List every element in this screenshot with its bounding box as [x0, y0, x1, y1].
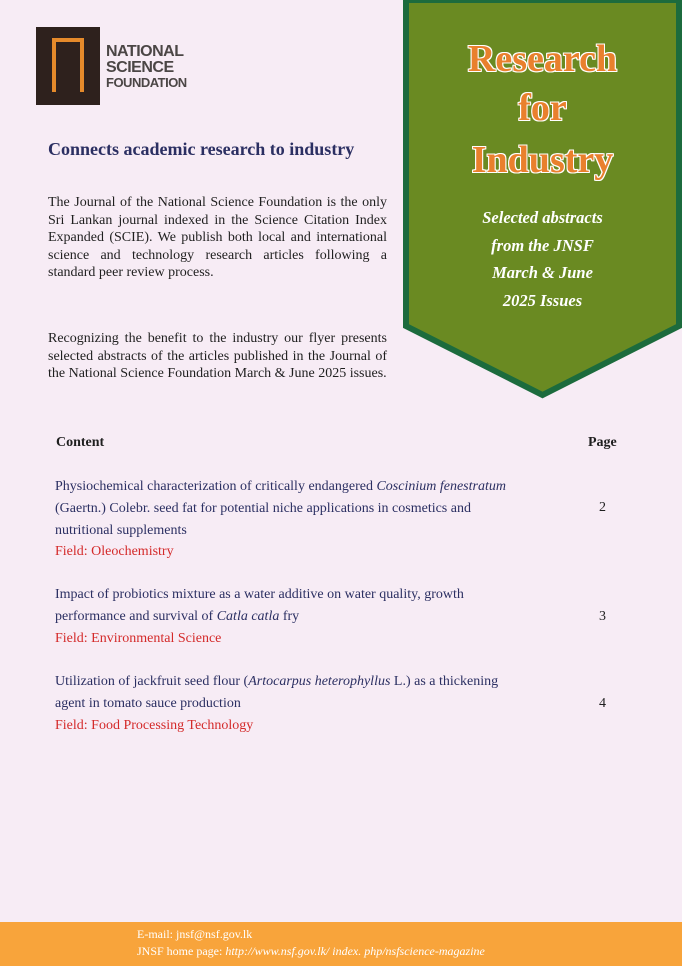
page-column-header: Page — [588, 435, 617, 450]
footer-email: E-mail: jnsf@nsf.gov.lk — [137, 927, 253, 941]
logo-line-1: NATIONAL — [106, 42, 184, 60]
logo-line-2: SCIENCE — [106, 58, 174, 76]
article-page-1: 2 — [599, 500, 606, 515]
banner-title-line-1: Research — [467, 38, 618, 80]
banner-subtitle — [403, 204, 682, 314]
article-page-3: 4 — [599, 696, 606, 711]
intro-paragraph-2: Recognizing the benefit to the industry our flyer presents selected abstracts of the articles published in the Journal of the National Science Foundation March & June 2025 issues. — [48, 331, 387, 382]
article-title-3: Utilization of jackfruit seed flour (Artocarpus heterophyllus L.) as a thickening agent in tomato sauce production — [55, 674, 499, 711]
intro-paragraph-1: The Journal of the National Science Foundation is the only Sri Lankan journal indexed in the Science Citation Index Expanded (SCIE). We publish both local and international science and technology research articles following a standard peer review process. — [48, 195, 387, 281]
logo-wordmark — [106, 44, 187, 89]
logo-mark — [36, 27, 100, 105]
article-title-1: Physiochemical characterization of critically endangered Coscinium fenestratum (Gaertn.) Colebr. seed fat for potential niche applications in cosmetics and nutritional supplements — [55, 479, 506, 538]
footer-homepage: JNSF home page: http://www.nsf.gov.lk/ index. php/nsfscience-magazine — [137, 944, 485, 958]
logo-line-3: FOUNDATION — [106, 74, 187, 90]
homepage-link[interactable]: http://www.nsf.gov.lk/ index. php/nsfscience-magazine — [225, 944, 485, 958]
banner-subtitle-line-3: March & June — [492, 263, 593, 282]
nsf-logo — [36, 27, 187, 105]
banner-subtitle-line-2: from the JNSF — [491, 235, 594, 255]
article-page-2: 3 — [599, 609, 606, 624]
research-banner — [403, 0, 682, 400]
banner-title-line-3: Industry — [471, 139, 614, 181]
article-field-2: Field: Environmental Science — [55, 631, 222, 646]
article-field-1: Field: Oleochemistry — [55, 544, 174, 559]
banner-subtitle-line-1: Selected abstracts — [482, 208, 603, 227]
footer-bar — [0, 922, 682, 966]
tagline: Connects academic research to industry — [48, 139, 355, 159]
article-title-2: Impact of probiotics mixture as a water additive on water quality, growth performance and survival of Catla catla fry — [55, 587, 464, 624]
article-field-3: Field: Food Processing Technology — [55, 718, 254, 733]
banner-subtitle-line-4: 2025 Issues — [502, 290, 583, 310]
banner-title-line-2: for — [518, 87, 567, 129]
content-column-header: Content — [56, 435, 105, 450]
